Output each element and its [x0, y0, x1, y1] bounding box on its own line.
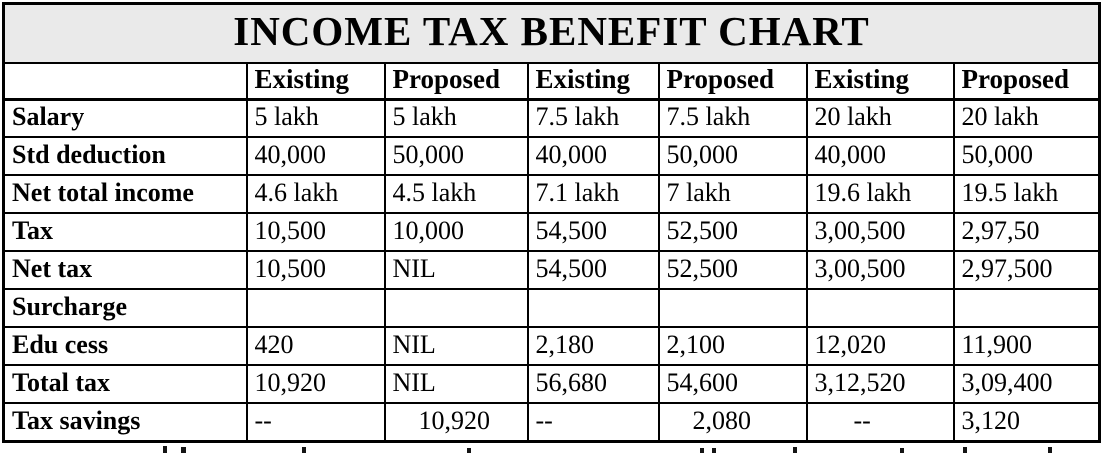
table-cell: 2,97,500 — [954, 251, 1100, 289]
table-cell: 2,080 — [659, 403, 807, 441]
table-cell: 3,120 — [954, 403, 1100, 441]
column-header-existing-3: Existing — [807, 63, 954, 99]
table-cell: 11,900 — [954, 327, 1100, 365]
table-cell: 3,09,400 — [954, 365, 1100, 403]
table-cell: 3,00,500 — [807, 251, 954, 289]
table-cell: -- — [807, 403, 954, 441]
table-cell: NIL — [385, 251, 528, 289]
table-row-tax — [4, 213, 1100, 251]
table-cell: 40,000 — [528, 137, 659, 175]
table-row-total-tax — [4, 365, 1100, 403]
table-cell: 52,500 — [659, 213, 807, 251]
table-cell: 4.6 lakh — [247, 175, 385, 213]
table-cell: 5 lakh — [385, 99, 528, 137]
table-cell — [807, 289, 954, 327]
table-cell: 7.5 lakh — [659, 99, 807, 137]
row-label: Std deduction — [4, 137, 247, 175]
table-cell: -- — [247, 403, 385, 441]
table-cell: 19.6 lakh — [807, 175, 954, 213]
column-header-existing-1: Existing — [247, 63, 385, 99]
column-header-proposed-1: Proposed — [385, 63, 528, 99]
table-cell: 50,000 — [385, 137, 528, 175]
row-label: Salary — [4, 99, 247, 137]
table-cell: 20 lakh — [807, 99, 954, 137]
table-cell: 7.1 lakh — [528, 175, 659, 213]
table-cell: 2,100 — [659, 327, 807, 365]
table-cell: 5 lakh — [247, 99, 385, 137]
table-cell: 2,180 — [528, 327, 659, 365]
table-cell — [385, 289, 528, 327]
table-cell: 54,500 — [528, 213, 659, 251]
table-cell: 10,920 — [385, 403, 528, 441]
table-cell: 10,500 — [247, 213, 385, 251]
column-header-blank — [4, 63, 247, 99]
table-row-std-deduction — [4, 137, 1100, 175]
table-cell: 10,000 — [385, 213, 528, 251]
table-cell: 7.5 lakh — [528, 99, 659, 137]
row-label: Total tax — [4, 365, 247, 403]
table-cell: 10,500 — [247, 251, 385, 289]
table-row-tax-savings — [4, 403, 1100, 441]
column-header-proposed-3: Proposed — [954, 63, 1100, 99]
table-cell: NIL — [385, 365, 528, 403]
table-cell: 20 lakh — [954, 99, 1100, 137]
table-cell: 3,00,500 — [807, 213, 954, 251]
table-row-net-total-income — [4, 175, 1100, 213]
table-row-edu-cess — [4, 327, 1100, 365]
table-cell: 2,97,50 — [954, 213, 1100, 251]
table-cell: 3,12,520 — [807, 365, 954, 403]
row-label: Surcharge — [4, 289, 247, 327]
table-cell: 4.5 lakh — [385, 175, 528, 213]
table-cell — [528, 289, 659, 327]
table-row-salary — [4, 99, 1100, 137]
table-cell — [659, 289, 807, 327]
table-cell: 54,600 — [659, 365, 807, 403]
table-cell: 50,000 — [954, 137, 1100, 175]
table-cell: 7 lakh — [659, 175, 807, 213]
page-title: INCOME TAX BENEFIT CHART — [4, 4, 1100, 64]
row-label: Net tax — [4, 251, 247, 289]
table-cell — [247, 289, 385, 327]
table-cell: NIL — [385, 327, 528, 365]
column-header-proposed-2: Proposed — [659, 63, 807, 99]
table-cell: 52,500 — [659, 251, 807, 289]
table-row-surcharge — [4, 289, 1100, 327]
column-header-row — [4, 63, 1100, 99]
row-label: Net total income — [4, 175, 247, 213]
table-cell: -- — [528, 403, 659, 441]
table-cell: 54,500 — [528, 251, 659, 289]
table-cell — [954, 289, 1100, 327]
table-row-net-tax — [4, 251, 1100, 289]
table-cell: 56,680 — [528, 365, 659, 403]
cropped-text-fragments — [0, 441, 1107, 453]
table-cell: 40,000 — [247, 137, 385, 175]
table-cell: 12,020 — [807, 327, 954, 365]
table-cell: 50,000 — [659, 137, 807, 175]
row-label: Tax — [4, 213, 247, 251]
title-row — [4, 4, 1100, 64]
table-cell: 10,920 — [247, 365, 385, 403]
row-label: Tax savings — [4, 403, 247, 441]
table-cell: 420 — [247, 327, 385, 365]
table-cell: 40,000 — [807, 137, 954, 175]
income-tax-table — [2, 2, 1101, 443]
row-label: Edu cess — [4, 327, 247, 365]
column-header-existing-2: Existing — [528, 63, 659, 99]
table-cell: 19.5 lakh — [954, 175, 1100, 213]
